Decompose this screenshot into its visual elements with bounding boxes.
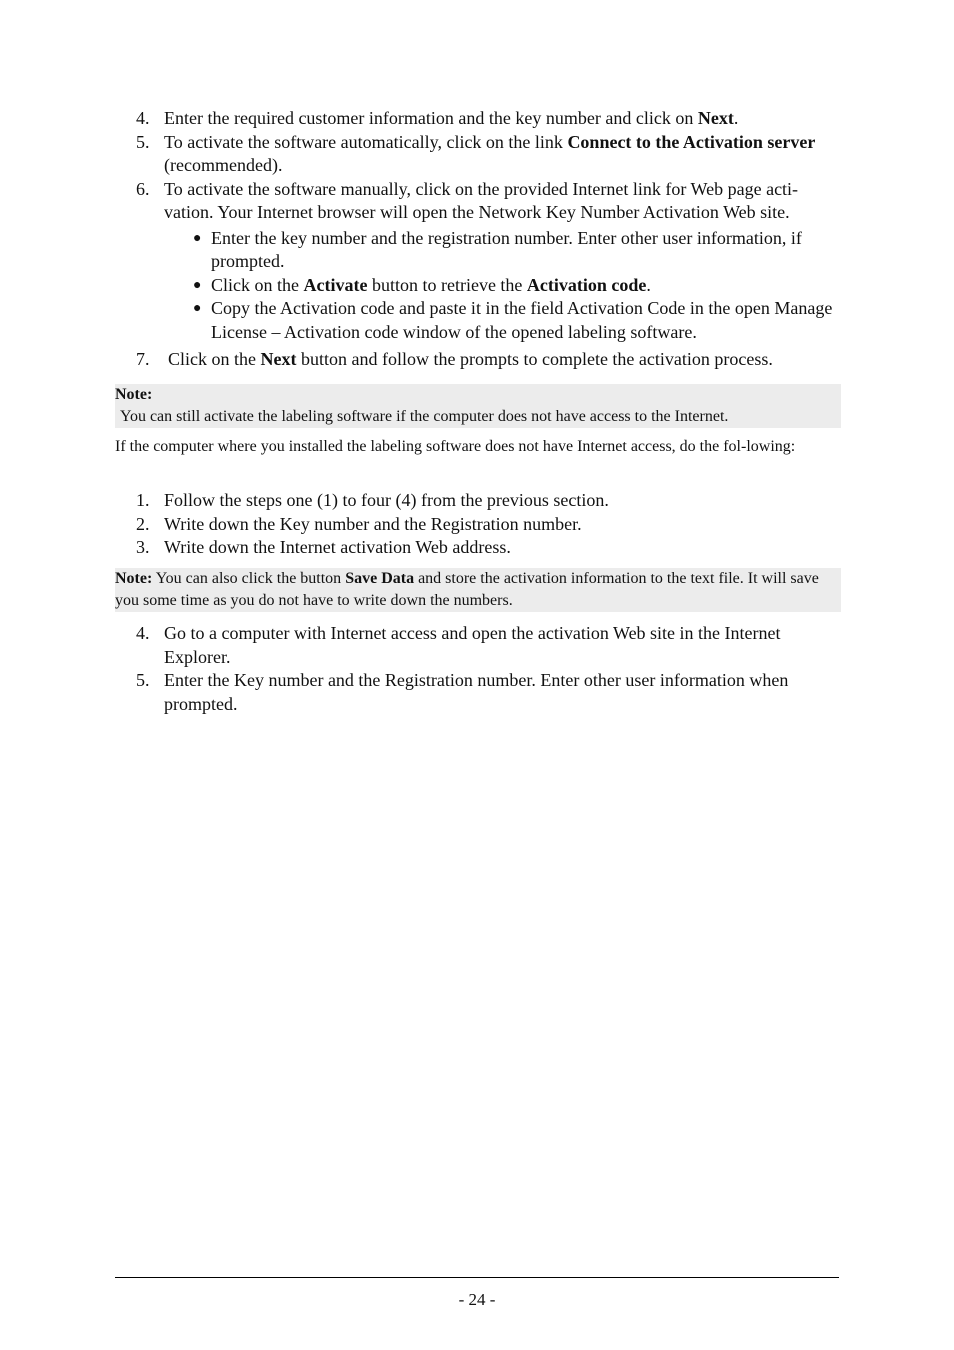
item-number: 4. [136, 108, 150, 128]
note-box [115, 384, 841, 428]
bullet-list [115, 227, 839, 345]
bullet-item: ● Enter the key number and the registration number. Enter other user information, if prompted. [193, 227, 802, 271]
paragraph: If the computer where you installed the labeling software does not have Internet access, do the fol-lowing: [115, 438, 796, 455]
bullet-icon: ● [193, 230, 202, 246]
list-item: 5. To activate the software automatically, click on the link Connect to the Activation server (recommended). [136, 131, 816, 175]
list-item: 5. Enter the Key number and the Registration number. Enter other user information when prompted. [136, 670, 789, 714]
list-item: 2. Write down the Key number and the Registration number. [115, 513, 839, 537]
item-number: 7. [136, 349, 150, 369]
item-number: 4. [136, 623, 150, 643]
item-number: 3. [136, 537, 150, 557]
item-number: 1. [136, 490, 150, 510]
bullet-item: ● Copy the Activation code and paste it in the field Activation Code in the open Manage License – Activation code window of the opened labeling software. [193, 298, 833, 342]
item-number: 5. [136, 131, 150, 152]
list-item: 3. Write down the Internet activation Web address. [115, 536, 839, 560]
list-item: 1. Follow the steps one (1) to four (4) from the previous section. [115, 489, 839, 513]
note-label: Note: [115, 570, 153, 587]
note-box: Note: You can also click the button Save Data and store the activation information to the text file. It will save you some time as you do not have to write down the numbers. [115, 568, 841, 612]
footer-divider [115, 1277, 839, 1278]
steps-list-middle [115, 489, 839, 560]
bullet-icon: ● [193, 301, 202, 316]
list-item: 4. Go to a computer with Internet access and open the activation Web site in the Internet Explorer. [136, 623, 781, 667]
steps-list-top [115, 107, 839, 372]
note-text: You can still activate the labeling software if the computer does not have access to the Internet. [120, 408, 729, 425]
item-number: 2. [136, 513, 150, 534]
steps-list-bottom [115, 622, 839, 716]
page-number: - 24 - [458, 1290, 496, 1309]
bullet-icon: ● [193, 277, 202, 293]
note-label: Note: [115, 386, 153, 403]
bullet-item: ● Click on the Activate button to retrieve the Activation code. [115, 274, 839, 298]
list-item: 7. Click on the Next button and follow the prompts to complete the activation process. [115, 348, 839, 372]
list-item: 6. To activate the software manually, click on the provided Internet link for Web page acti-vation. Your Internet browser will open the Network Key Number Activation Web site. [136, 178, 799, 222]
item-number: 5. [136, 670, 150, 690]
item-number: 6. [136, 178, 150, 199]
list-item: 4. Enter the required customer information and the key number and click on Next. [115, 107, 839, 131]
